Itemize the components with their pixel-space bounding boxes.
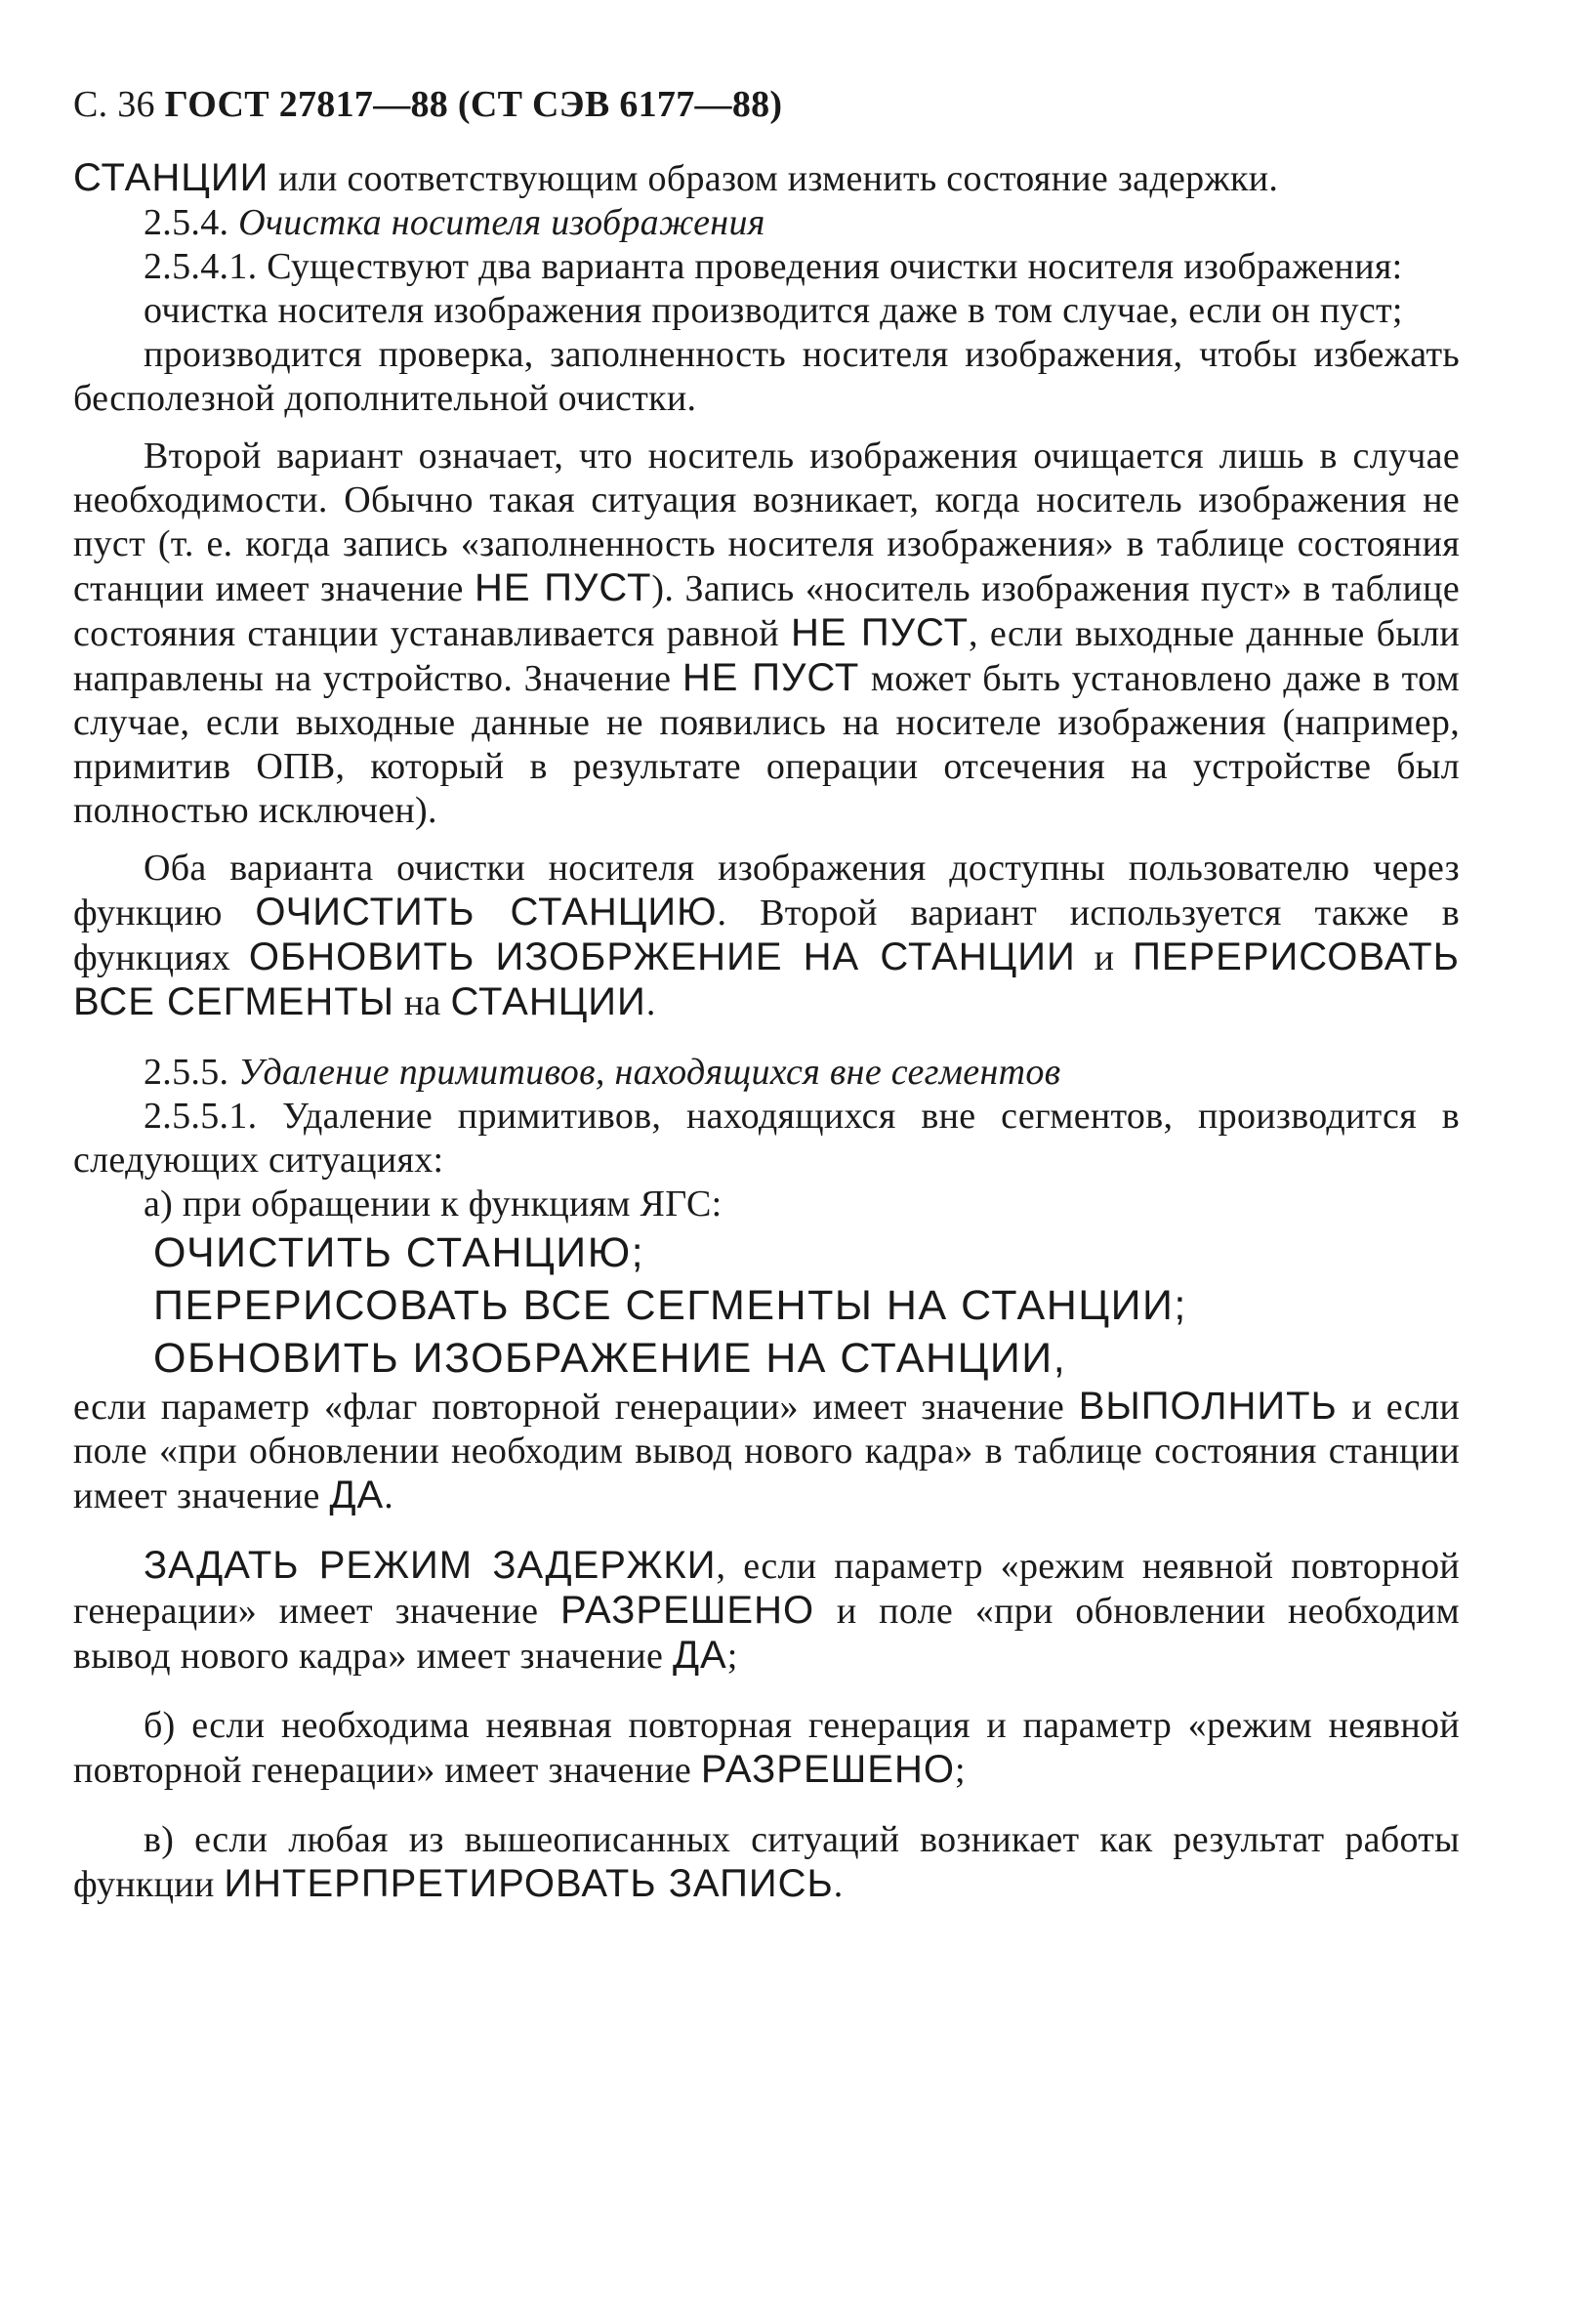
section-number: 2.5.4. bbox=[144, 202, 229, 243]
paragraph-both-variants: Оба варианта очистки носителя изображения доступны пользователю через функцию ОЧИСТИТЬ СТАНЦИЮ. Второй вариант используется также в функциях ОБНОВИТЬ ИЗОБРЖЕНИЕ НА СТАНЦИИ и ПЕРЕРИСОВАТЬ ВСЕ СЕГМЕНТЫ на СТАНЦИИ. bbox=[73, 848, 1461, 1023]
standard-designation: ГОСТ 27817—88 (СТ СЭВ 6177—88) bbox=[164, 84, 783, 125]
caps-term: НЕ ПУСТ bbox=[682, 656, 860, 699]
list-item-b: б) если необходима неявная повторная генерация и параметр «режим неявной повторной генерации» имеет значение РАЗРЕШЕНО; bbox=[73, 1705, 1460, 1791]
command-line: ПЕРЕРИСОВАТЬ ВСЕ СЕГМЕНТЫ НА СТАНЦИИ; bbox=[153, 1282, 1187, 1329]
list-item-option-2: производится проверка, заполненность носителя изображения, чтобы избежать бесполезной дополнительной очистки. bbox=[73, 334, 1460, 419]
caps-term: РАЗРЕШЕНО bbox=[700, 1748, 955, 1791]
paragraph-2-5-4-1: 2.5.4.1. Существуют два варианта проведения очистки носителя изображения: bbox=[144, 246, 1403, 287]
paragraph-2-5-5-1: 2.5.5.1. Удаление примитивов, находящихся вне сегментов, производится в следующих ситуациях: bbox=[73, 1096, 1460, 1181]
caps-term: НЕ ПУСТ bbox=[790, 611, 970, 654]
caps-term: ОЧИСТИТЬ СТАНЦИЮ bbox=[255, 891, 718, 934]
caps-term: НЕ ПУСТ bbox=[475, 566, 652, 609]
command-line: ОБНОВИТЬ ИЗОБРАЖЕНИЕ НА СТАНЦИИ, bbox=[153, 1335, 1067, 1382]
list-item-a: а) при обращении к функциям ЯГС: bbox=[144, 1183, 723, 1224]
caps-term: ВЫПОЛНИТЬ bbox=[1078, 1385, 1338, 1428]
paragraph-continuation: СТАНЦИИ или соответствующим образом изменить состояние задержки. bbox=[73, 156, 1279, 199]
caps-term: ЗАДАТЬ РЕЖИМ ЗАДЕРЖКИ bbox=[144, 1544, 717, 1587]
page-number: С. 36 bbox=[73, 84, 155, 125]
section-title: Удаление примитивов, находящихся вне сегментов bbox=[238, 1052, 1061, 1093]
section-title: Очистка носителя изображения bbox=[238, 202, 765, 243]
paragraph-deferral-mode: ЗАДАТЬ РЕЖИМ ЗАДЕРЖКИ, если параметр «режим неявной повторной генерации» имеет значение РАЗРЕШЕНО и поле «при обновлении необходим вывод нового кадра» имеет значение ДА; bbox=[73, 1544, 1461, 1677]
document-page bbox=[73, 83, 1460, 1907]
caps-term: ДА bbox=[672, 1634, 727, 1677]
list-item-c: в) если любая из вышеописанных ситуаций возникает как результат работы функции ИНТЕРПРЕТИРОВАТЬ ЗАПИСЬ. bbox=[73, 1819, 1460, 1905]
paragraph-second-variant: Второй вариант означает, что носитель изображения очищается лишь в случае необходимости. Обычно такая ситуация возникает, когда носитель изображения не пуст (т. е. когда запись «заполненность носителя изображения» в таблице состояния станции имеет значение НЕ ПУСТ). Запись «носитель изображения пуст» в таблице состояния станции устанавливается равной НЕ ПУСТ, если выходные данные были направлены на устройство. Значение НЕ ПУСТ может быть установлено даже в том случае, если выходные данные не появились на носителе изображения (например, примитив ОПВ, который в результате операции отсечения на устройстве был полностью исключен). bbox=[73, 436, 1460, 831]
caps-term: РАЗРЕШЕНО bbox=[560, 1589, 815, 1632]
list-item-option-1: очистка носителя изображения производится даже в том случае, если он пуст; bbox=[144, 290, 1403, 331]
caps-term: СТАНЦИИ bbox=[73, 156, 269, 199]
section-number: 2.5.5. bbox=[144, 1052, 229, 1093]
section-heading-2-5-4 bbox=[73, 201, 1460, 245]
section-heading-2-5-5 bbox=[73, 1051, 1460, 1095]
caps-term: ПЕРЕРИСОВАТЬ ВСЕ СЕГМЕНТЫ bbox=[73, 935, 1460, 1023]
page-header bbox=[73, 83, 1460, 127]
paragraph-condition-regeneration: если параметр «флаг повторной генерации» имеет значение ВЫПОЛНИТЬ и если поле «при обновлении необходим вывод нового кадра» в таблице состояния станции имеет значение ДА. bbox=[73, 1385, 1460, 1516]
command-line: ОЧИСТИТЬ СТАНЦИЮ; bbox=[153, 1229, 645, 1276]
caps-term: ОБНОВИТЬ ИЗОБРЖЕНИЕ НА СТАНЦИИ bbox=[248, 935, 1076, 978]
caps-term: СТАНЦИИ bbox=[450, 980, 646, 1023]
caps-term: ДА bbox=[329, 1473, 385, 1516]
caps-term: ИНТЕРПРЕТИРОВАТЬ ЗАПИСЬ bbox=[224, 1862, 834, 1905]
